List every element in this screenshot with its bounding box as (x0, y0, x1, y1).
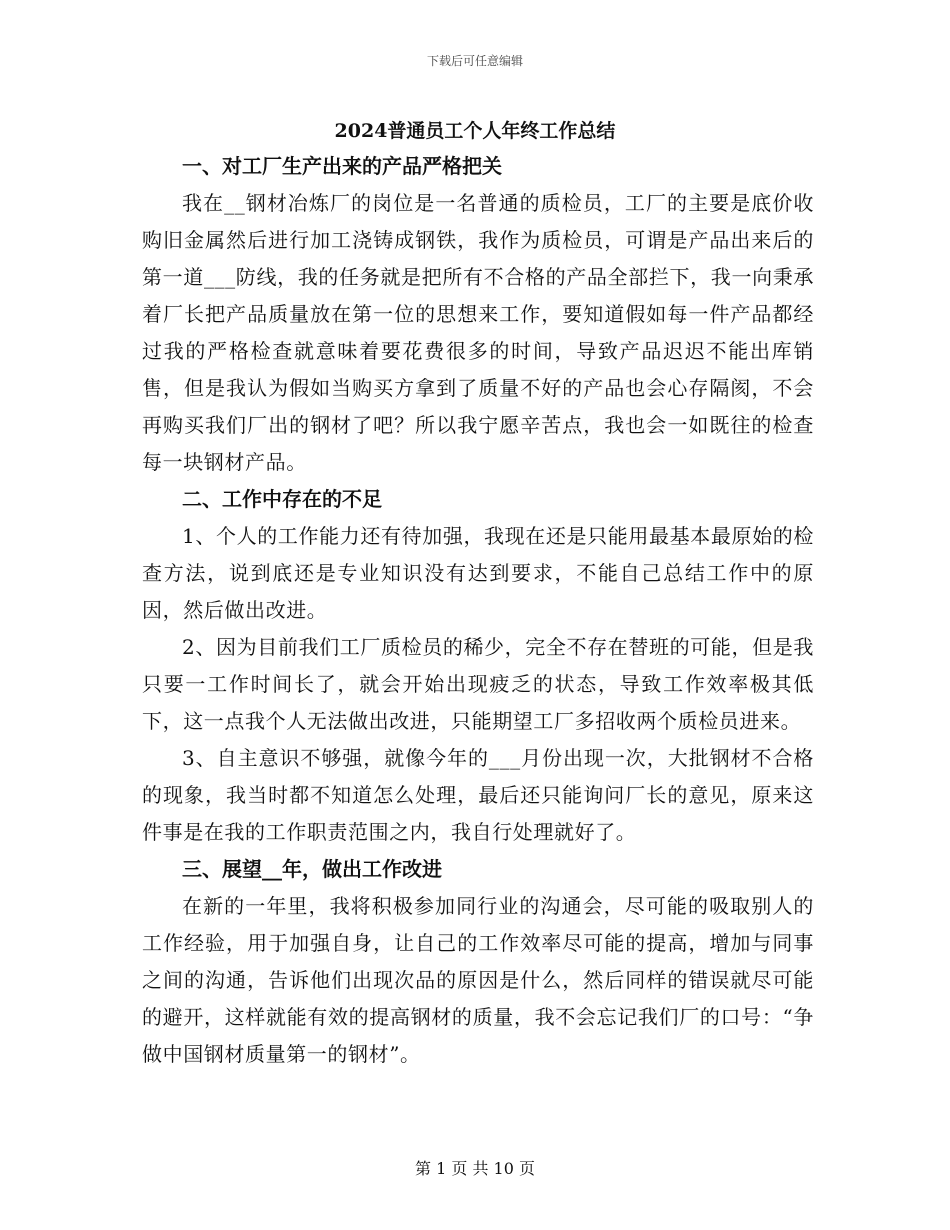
section-2-heading: 二、工作中存在的不足 (182, 487, 382, 511)
section-2-item-3: 3、自主意识不够强，就像今年的___月份出现一次，大批钢材不合格的现象，我当时都不知道怎么处理，最后还只能询问厂长的意见，原来这件事是在我的工作职责范围之内，我自行处理就好了。 (142, 746, 814, 844)
document-title: 2024普通员工个人年终工作总结 (334, 120, 616, 142)
header-note: 下载后可任意编辑 (426, 54, 523, 68)
section-3-heading: 三、展望__年，做出工作改进 (182, 857, 442, 881)
section-2-item-1: 1、个人的工作能力还有待加强，我现在还是只能用最基本最原始的检查方法，说到底还是专业知识没有达到要求，不能自己总结工作中的原因，然后做出改进。 (142, 524, 814, 622)
section-1-paragraph: 我在__钢材冶炼厂的岗位是一名普通的质检员，工厂的主要是底价收购旧金属然后进行加工浇铸成钢铁，我作为质检员，可谓是产品出来后的第一道___防线，我的任务就是把所有不合格的产品全部拦下，我一向秉承着厂长把产品质量放在第一位的思想来工作，要知道假如每一件产品都经过我的严格检查就意味着要花费很多的时间，导致产品迟迟不能出库销售，但是我认为假如当购买方拿到了质量不好的产品也会心存隔阂，不会再购买我们厂出的钢材了吧？所以我宁愿辛苦点，我也会一如既往的检查每一块钢材产品。 (142, 191, 814, 474)
section-3-paragraph: 在新的一年里，我将积极参加同行业的沟通会，尽可能的吸取别人的工作经验，用于加强自身，让自己的工作效率尽可能的提高，增加与同事之间的沟通，告诉他们出现次品的原因是什么，然后同样的错误就尽可能的避开，这样就能有效的提高钢材的质量，我不会忘记我们厂的口号：“争做中国钢材质量第一的钢材”。 (142, 894, 814, 1066)
section-2-item-2: 2、因为目前我们工厂质检员的稀少，完全不存在替班的可能，但是我只要一工作时间长了，就会开始出现疲乏的状态，导致工作效率极其低下，这一点我个人无法做出改进，只能期望工厂多招收两个质检员进来。 (142, 635, 814, 733)
document-body (142, 148, 814, 1073)
section-1-heading: 一、对工厂生产出来的产品严格把关 (182, 154, 502, 178)
page-number-footer: 第 1 页 共 10 页 (415, 1159, 535, 1178)
